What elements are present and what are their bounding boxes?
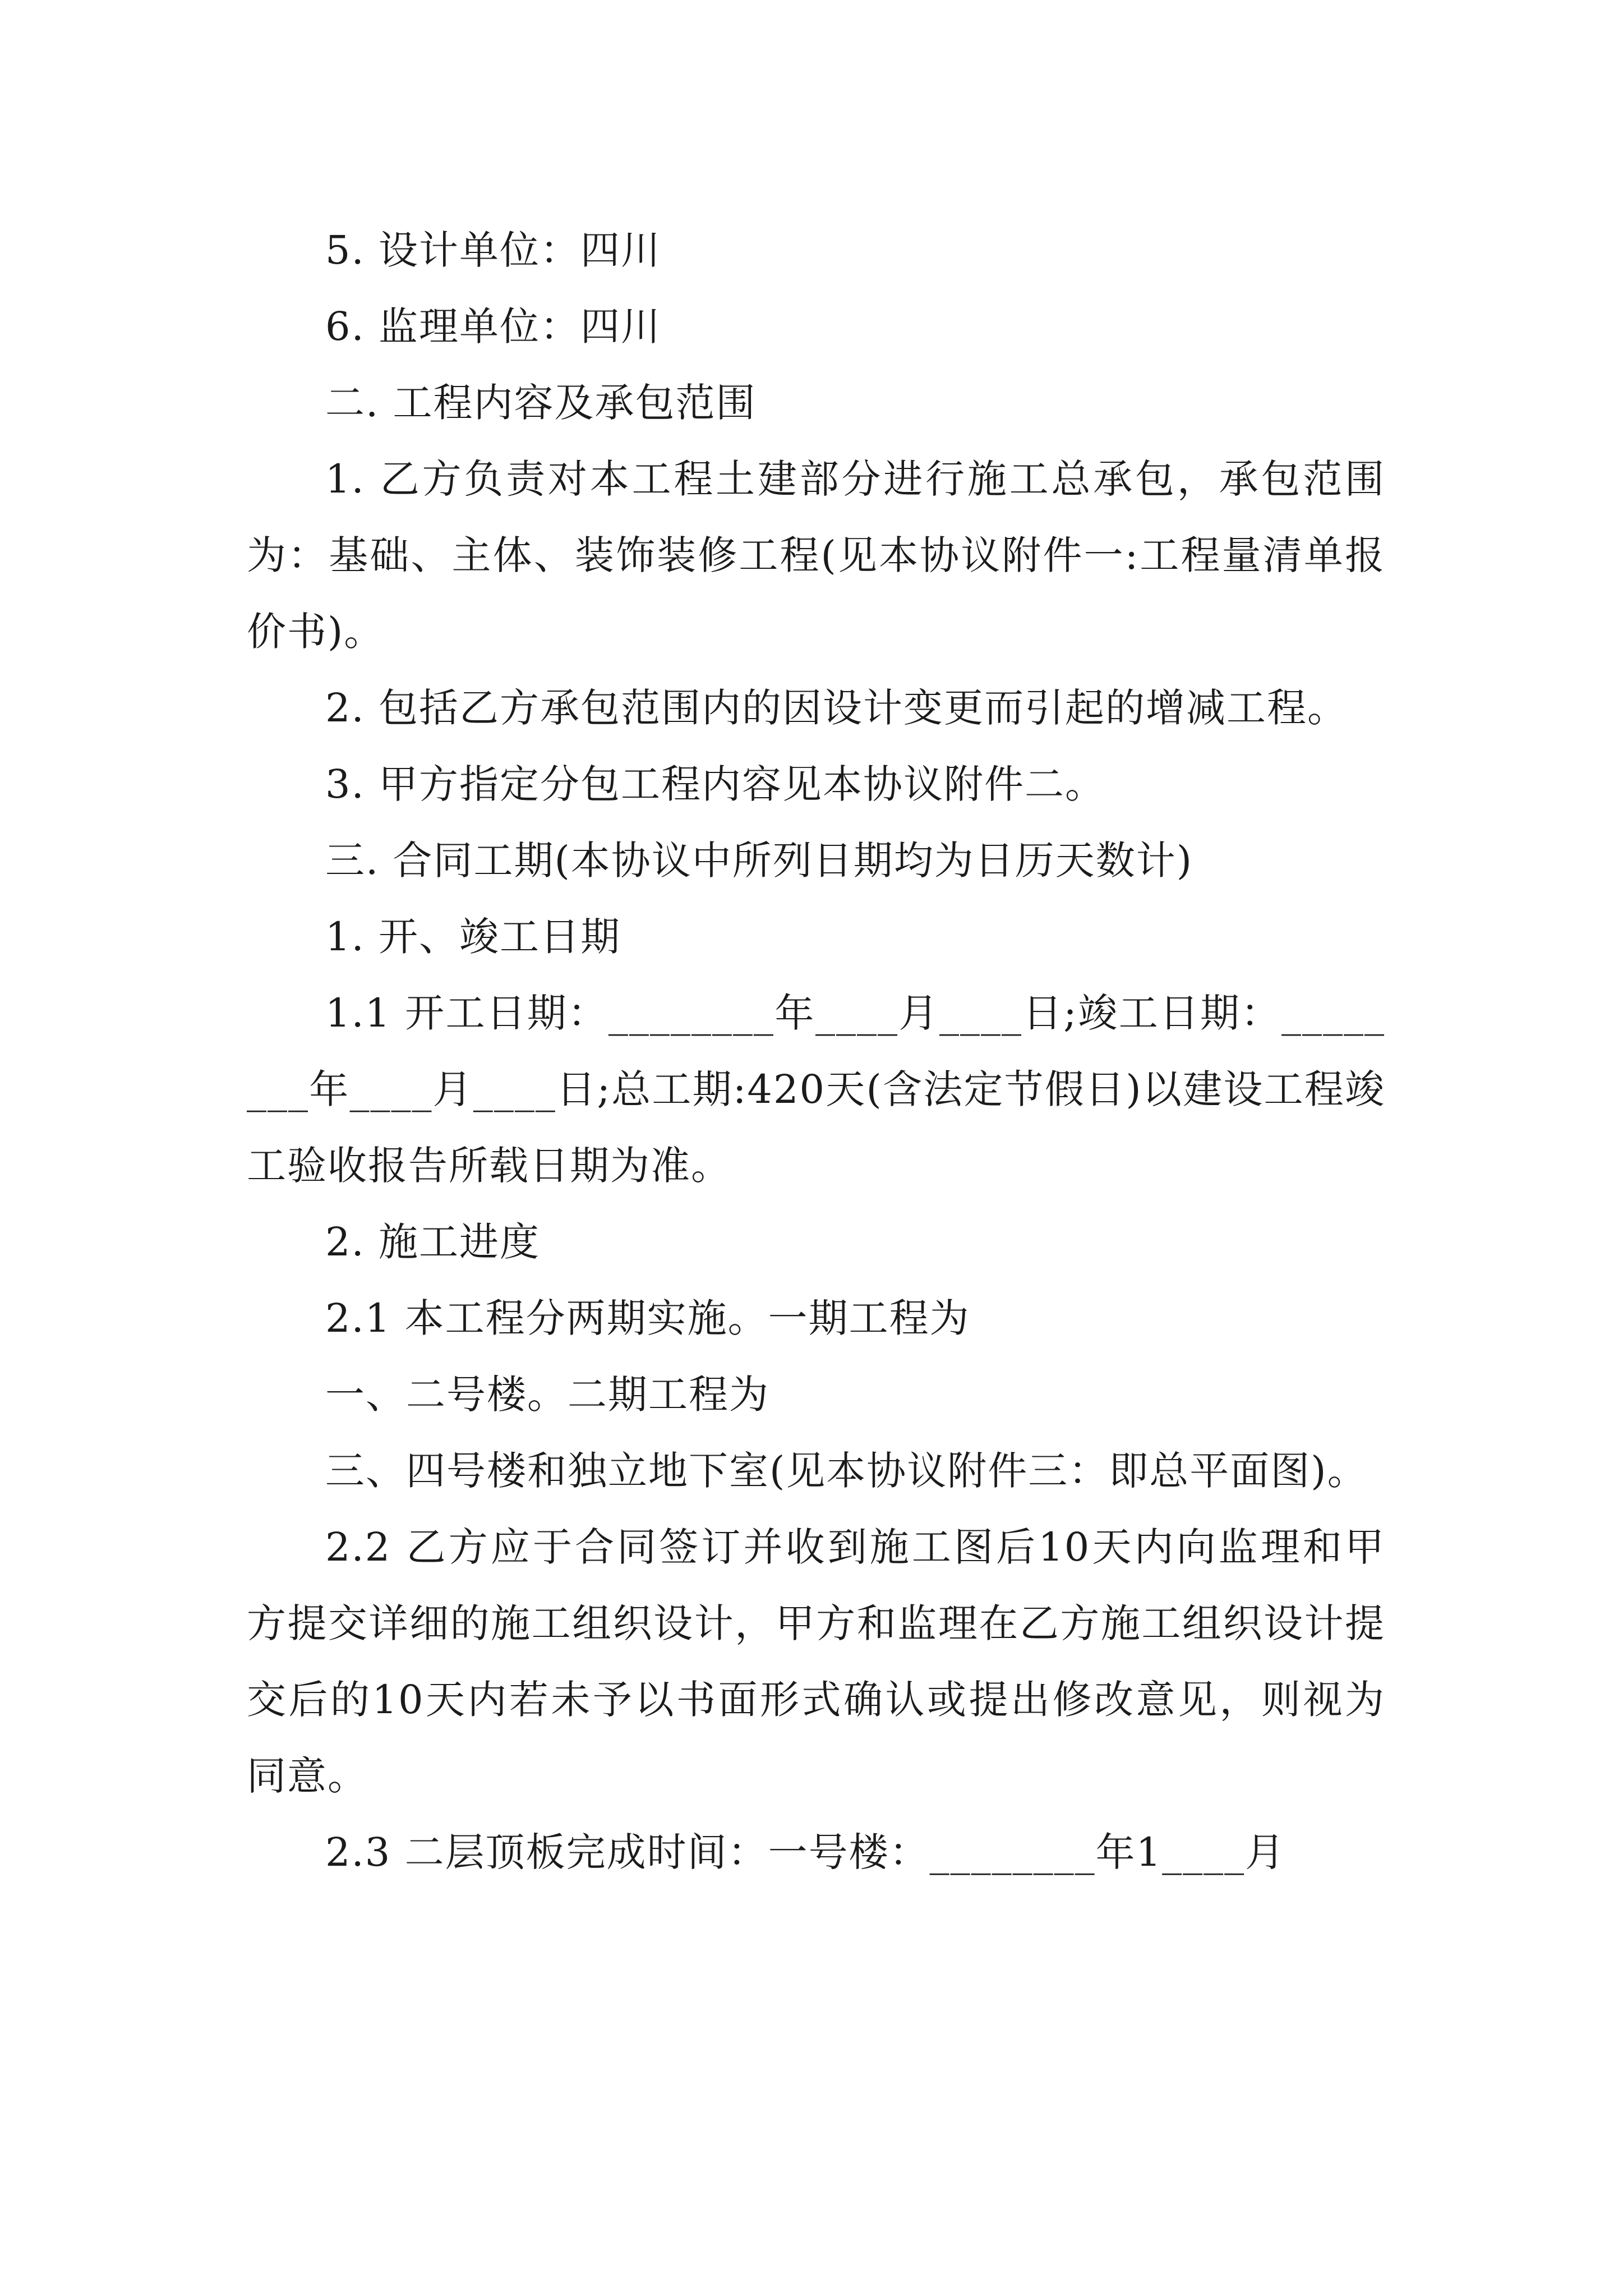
- paragraph-progress-2-3: 2.3 二层顶板完成时间：一号楼：________年1____月: [325, 1829, 1286, 1875]
- paragraph-phase-1-buildings: 一、二号楼。二期工程为: [325, 1372, 769, 1418]
- paragraph-scope-1: 1. 乙方负责对本工程土建部分进行施工总承包，承包范围为：基础、主体、装饰装修工程(见本协议附件一:工程量清单报价书)。: [247, 456, 1385, 655]
- paragraph-scope-2: 2. 包括乙方承包范围内的因设计变更而引起的增减工程。: [325, 685, 1348, 731]
- paragraph-design-unit: 5. 设计单位：四川: [325, 227, 662, 273]
- paragraph-scope-3: 3. 甲方指定分包工程内容见本协议附件二。: [325, 761, 1106, 807]
- section-heading-duration: 三. 合同工期(本协议中所列日期均为日历天数计): [325, 838, 1193, 884]
- paragraph-progress-2-1: 2.1 本工程分两期实施。一期工程为: [325, 1295, 970, 1341]
- document-body: [247, 212, 1385, 1890]
- paragraph-dates-detail: 1.1 开工日期：________年____月____日;竣工日期：________年____月____日;总工期:420天(含法定节假日)以建设工程竣工验收报告所载日期为准。: [247, 990, 1385, 1189]
- paragraph-phase-2-buildings: 三、四号楼和独立地下室(见本协议附件三：即总平面图)。: [325, 1448, 1368, 1494]
- paragraph-progress-heading: 2. 施工进度: [325, 1219, 541, 1265]
- paragraph-dates-heading: 1. 开、竣工日期: [325, 914, 621, 960]
- paragraph-supervision-unit: 6. 监理单位：四川: [325, 303, 662, 349]
- paragraph-progress-2-2: 2.2 乙方应于合同签订并收到施工图后10天内向监理和甲方提交详细的施工组织设计，甲方和监理在乙方施工组织设计提交后的10天内若未予以书面形式确认或提出修改意见，则视为同意。: [247, 1524, 1385, 1799]
- section-heading-scope: 二. 工程内容及承包范围: [325, 380, 757, 426]
